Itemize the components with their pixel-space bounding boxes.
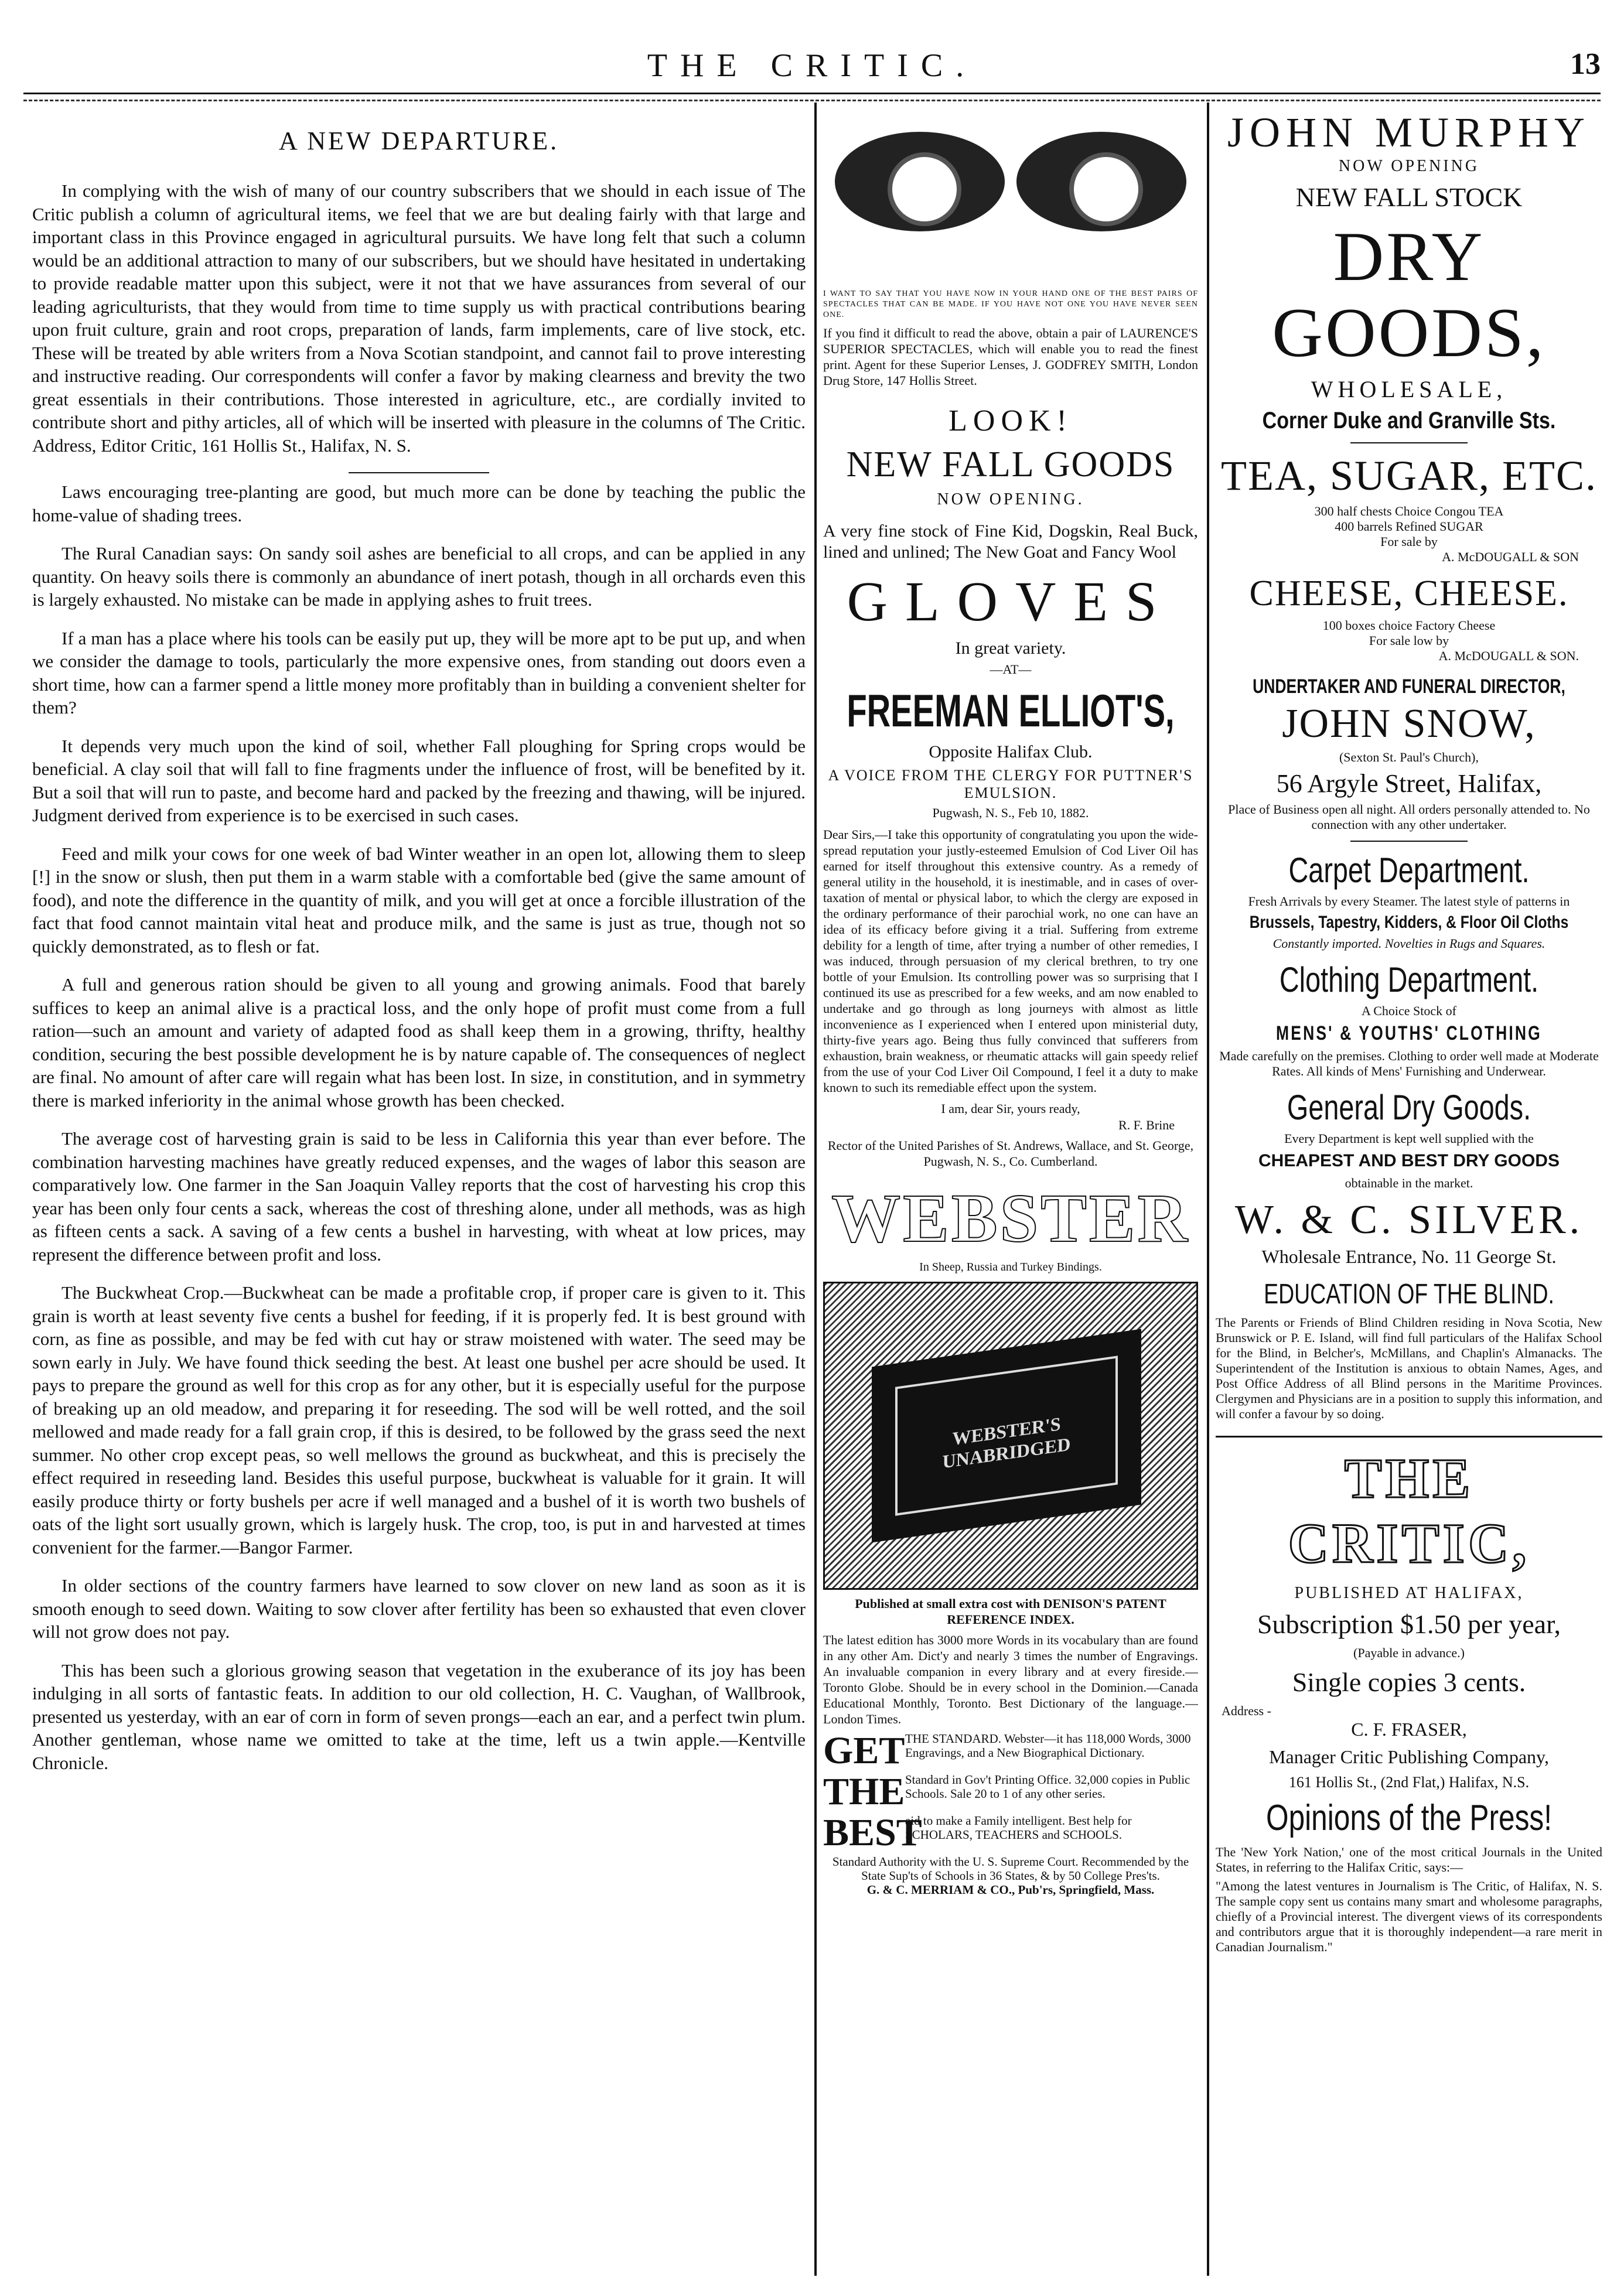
gloves-description: A very fine stock of Fine Kid, Dogskin, Real Buck, lined and unlined; The New Goat and Fancy Wool: [823, 521, 1198, 562]
article-paragraph: If a man has a place where his tools can be easily put up, they will be more apt to be put up, and when we consider the damage to tools, particularly the more expensive ones, from standing out doors even a short time, how can a farmer spend a little money more profitably than in building a convenient shelter for them?: [32, 627, 806, 718]
corner-address: Corner Duke and Granville Sts.: [1262, 408, 1556, 433]
best-word: BEST: [823, 1811, 922, 1854]
emulsion-ad-body: Dear Sirs,—I take this opportunity of congratulating you upon the wide-spread reputation your justly-esteemed Emulsion of Cod Liver Oil has earned for itself throughout this extensive country. As a remedy of general utility in the household, it is inestimable, and in cases of over-taxation of mental or physical labor, to which the clergy are exposed in the ordinary performance of their parochial work, no one can have an idea of its efficacy before giving it a trial. Suffering from extreme debility for a length of time, after trying a number of other remedies, I was induced, through persuasion of my clerical brethren, to try one bottle of your Emulsion. Its controlling power was so surprising that I continued its use as prescribed for a few weeks, and am now enabled to undertake and go through as long journeys with almost as little inconvenience as I experienced when I entered upon ministerial duty, thirty-five years ago. Being thus fully convinced that sufferers from exhaustion, brain weakness, or rheumatic attacks will gain speedy relief from the use of your Cod Liver Oil Compound, I feel it a duty to make known to such its remediable effect upon the system.: [823, 827, 1198, 1095]
page-number: 13: [1570, 47, 1601, 81]
john-murphy-heading: JOHN MURPHY: [1227, 109, 1591, 156]
get-word: GET: [823, 1729, 905, 1772]
column-divider-1: [814, 103, 817, 2276]
carpet-fresh-text: Fresh Arrivals by every Steamer. The latest style of patterns in: [1248, 894, 1570, 909]
get-text: THE STANDARD. Webster—it has 118,000 Words, 3000 Engravings, and a New Biographical Dictionary.: [905, 1732, 1191, 1760]
eye-illustration: [1016, 132, 1186, 231]
education-blind-heading: EDUCATION OF THE BLIND.: [1264, 1279, 1554, 1310]
new-fall-goods-heading: NEW FALL GOODS: [846, 445, 1175, 484]
opposite-label: Opposite Halifax Club.: [929, 742, 1093, 762]
undertaker-business-text: Place of Business open all night. All orders personally attended to. No connection with any other undertaker.: [1228, 802, 1590, 832]
published-label: PUBLISHED AT HALIFAX,: [1294, 1584, 1524, 1602]
every-department-text: Every Department is kept well supplied with the: [1284, 1131, 1534, 1146]
eye-label: Before: [903, 202, 937, 217]
obtainable-label: obtainable in the market.: [1345, 1176, 1473, 1190]
webster-ad-body: The latest edition has 3000 more Words in its vocabulary than are found in any other Am. Dict'y and nearly 3 times the number of Engravings. An invaluable companion in every library and at every fireside.—Toronto Globe. Should be in every school in the Dominion.—Canada Educational Monthly, Toronto. Best Dictionary of the language.—London Times.: [823, 1633, 1198, 1726]
dictionary-book: [872, 1329, 1141, 1543]
tea-signature: A. McDOUGALL & SON: [1442, 549, 1579, 564]
w-c-silver-heading: W. & C. SILVER.: [1234, 1197, 1584, 1242]
reference-index-line: Published at small extra cost with DENISON'S PATENT REFERENCE INDEX.: [855, 1596, 1166, 1627]
emulsion-ad-title: A VOICE FROM THE CLERGY FOR PUTTNER'S EMULSION.: [828, 767, 1193, 801]
gloves-heading: GLOVES: [847, 570, 1175, 633]
cheapest-best-label: CHEAPEST AND BEST DRY GOODS: [1258, 1151, 1560, 1170]
manager-title: Manager Critic Publishing Company,: [1269, 1746, 1549, 1767]
newspaper-title: THE CRITIC.: [647, 47, 977, 84]
header-rule-dashed: [23, 100, 1601, 101]
divider: [1350, 442, 1468, 443]
variety-label: In great variety.: [955, 639, 1066, 658]
cheese-line: 100 boxes choice Factory Cheese: [1322, 618, 1496, 633]
article-paragraph: The Buckwheat Crop.—Buckwheat can be made a profitable crop, if proper care is given to it. This grain is worth at least seventy five cents a bushel for feeding, if it is properly fed. It is best ground with corn, as fine as possible, and may be fed with cut hay or straw moistened with water. The seed may be sown early in July. We have found thick seeding the best. At least one bushel per acre should be used. It pays to prepare the ground as well for this crop as for any other, but it is especially useful for the purpose of breaking up an old meadow, and preparing it for reseeding. The sod will be well rotted, and the soil mellowed and made ready for a fall grain crop, if this is desired, to be followed by the grass seed the next summer. No other crop except peas, so well mellows the ground as buckwheat, and this is precisely the effect required in reseeding land. Besides this useful purpose, buckwheat is valuable for it grain. It will easily produce thirty or forty bushels per acre if well managed and a bushel of it is worth two bushels of oats of the light sort usually grown, which is largely husk. The crop, too, is put in and harvested at times convenient for the farmer.—Bangor Farmer.: [32, 1282, 806, 1558]
general-dry-goods-heading: General Dry Goods.: [1287, 1088, 1531, 1127]
address-label: Address -: [1222, 1703, 1271, 1718]
best-row: [823, 1811, 1198, 1854]
clothing-department-heading: Clothing Department.: [1279, 960, 1539, 999]
now-opening-label: NOW OPENING: [1338, 157, 1480, 175]
look-heading: LOOK!: [949, 404, 1073, 438]
emulsion-ad-close: I am, dear Sir, yours ready,: [941, 1101, 1080, 1116]
spectacles-ad-text: If you find it difficult to read the above, obtain a pair of LAURENCE'S SUPERIOR SPECTACLES, which will enable you to read the finest print. Agent for these Superior Lenses, J. GODFREY SMITH, London Drug Store, 147 Hollis Street.: [823, 326, 1198, 388]
the-row: [823, 1770, 1198, 1813]
the-word: THE: [823, 1770, 905, 1813]
choice-stock-label: A Choice Stock of: [1362, 1003, 1456, 1018]
article-paragraph: The average cost of harvesting grain is said to be less in California this year than ever before. The combination harvesting machines have greatly reduced expenses, and the wages of labor this season are comparatively low. One farmer in the San Joaquin Valley reports that the cost of harvesting his crop this year has been only four cents a sack, whereas the cost of threshing alone, under all methods, was as high as fifteen cents a sack. A saving of a few cents a bushel in harvesting, with wheat at low prices, may represent the difference between profit and loss.: [32, 1128, 806, 1265]
agriculture-column: [32, 108, 806, 2276]
tea-line: 300 half chests Choice Congou TEA: [1314, 504, 1504, 518]
the-critic-logo: THE CRITIC,: [1288, 1447, 1530, 1575]
at-label: —AT—: [990, 662, 1032, 677]
dictionary-cover-title: WEBSTER'S UNABRIDGED: [895, 1356, 1118, 1515]
opinions-intro: The 'New York Nation,' one of the most critical Journals in the United States, in referring to the Halifax Critic, says:—: [1216, 1845, 1602, 1875]
critic-address: 161 Hollis St., (2nd Flat,) Halifax, N.S.: [1288, 1774, 1530, 1791]
tea-sugar-heading: TEA, SUGAR, ETC.: [1221, 452, 1597, 499]
article-paragraph: Feed and milk your cows for one week of bad Winter weather in an open lot, allowing them to sleep [!] in the snow or slush, then put them in a warm stable with a comfortable bed (give the same amount of food), and note the difference in the quantity of milk, and you will get at once a forcible illustration of the fact that food cannot maintain vital heat and produce milk, and the same is just as true, though not so quickly demonstrated, as to flesh or fat.: [32, 843, 806, 957]
cheese-heading: CHEESE, CHEESE.: [1249, 573, 1569, 613]
fraser-name: C. F. FRASER,: [1351, 1719, 1467, 1740]
spectacles-ad-image: [823, 108, 1198, 284]
spectacles-fine-print: I WANT TO SAY THAT YOU HAVE NOW IN YOUR HAND ONE OF THE BEST PAIRS OF SPECTACLES THAT CAN BE MADE. IF YOU HAVE NOT ONE YOU HAVE NEVER SEEN ONE.: [823, 289, 1198, 319]
opinions-heading: Opinions of the Press!: [1266, 1798, 1552, 1838]
undertaker-heading: UNDERTAKER AND FUNERAL DIRECTOR,: [1253, 675, 1565, 698]
article-paragraph: The Rural Canadian says: On sandy soil ashes are beneficial to all crops, and can be applied in any quantity. On heavy soils there is commonly an abundance of inert potash, though in all orchards even this is largely exhausted. No mistake can be made in applying ashes to fruit trees.: [32, 543, 806, 610]
emulsion-ad-rector: Rector of the United Parishes of St. Andrews, Wallace, and St. George, Pugwash, N. S., Co. Cumberland.: [827, 1138, 1194, 1169]
clothing-made-text: Made carefully on the premises. Clothing to order well made at Moderate Rates. All kinds of Mens' Furnishing and Underwear.: [1219, 1049, 1599, 1078]
webster-bindings: In Sheep, Russia and Turkey Bindings.: [919, 1261, 1102, 1273]
merriam-publisher: G. & C. MERRIAM & CO., Pub'rs, Springfield, Mass.: [866, 1883, 1155, 1897]
subscription-price: Subscription $1.50 per year,: [1257, 1609, 1561, 1639]
new-fall-stock-heading: NEW FALL STOCK: [1295, 182, 1523, 212]
carpet-list: Brussels, Tapestry, Kidders, & Floor Oil Cloths: [1249, 913, 1569, 932]
advertisement-column-middle: [823, 108, 1198, 2276]
mens-youths-clothing: MENS' & YOUTHS' CLOTHING: [1276, 1022, 1542, 1044]
wholesale-label: WHOLESALE,: [1311, 376, 1507, 402]
article-paragraph: In older sections of the country farmers have learned to sow clover on new land as soon as it is smooth enough to seed down. Waiting to sow clover after fertility has been so exhausted that even clover will not grow does not pay.: [32, 1575, 806, 1642]
the-text: Standard in Gov't Printing Office. 32,000 copies in Public Schools. Sale 20 to 1 of any other series.: [905, 1773, 1190, 1801]
carpet-constantly-text: Constantly imported. Novelties in Rugs and Squares.: [1272, 936, 1545, 951]
emulsion-ad-signature: R. F. Brine: [1118, 1118, 1175, 1132]
single-copies-price: Single copies 3 cents.: [1292, 1667, 1526, 1697]
dictionary-illustration: [823, 1282, 1198, 1590]
opinions-quote: "Among the latest ventures in Journalism is The Critic, of Halifax, N. S. The sample copy sent us contains many smart and wholesome paragraphs, chiefly of a Provincial interest. The divergent views of its correspondents and contributors argue that it is thoroughly independent—a rare merit in Canadian Journalism.": [1216, 1879, 1602, 1954]
advertisement-column-right: [1216, 108, 1602, 2276]
divider: [1350, 841, 1468, 842]
divider: [1216, 1436, 1602, 1438]
article-paragraph: Laws encouraging tree-planting are good, but much more can be done by teaching the public the home-value of shading trees.: [32, 482, 806, 525]
cheese-signature: A. McDOUGALL & SON.: [1438, 648, 1579, 663]
best-text: aid to make a Family intelligent. Best help for SCHOLARS, TEACHERS and SCHOOLS.: [905, 1814, 1132, 1842]
tea-line: 400 barrels Refined SUGAR: [1335, 519, 1483, 534]
wholesale-entrance: Wholesale Entrance, No. 11 George St.: [1261, 1246, 1557, 1267]
webster-heading: WEBSTER: [831, 1180, 1190, 1257]
now-opening-label: NOW OPENING.: [937, 490, 1084, 508]
get-row: [823, 1729, 1198, 1772]
eye-illustration: [835, 132, 1005, 231]
article-paragraph: It depends very much upon the kind of soil, whether Fall ploughing for Spring crops would be beneficial. A clay soil that will fall to fine fragments under the influence of frost, will be benefited by it. But a soil that will run to paste, and become hard and packed by the freezing and thawing, will be injured. Judgment derived from experience is to be exercised in such cases.: [32, 735, 806, 825]
article-paragraph: This has been such a glorious growing season that vegetation in the exuberance of its joy has been indulging in all sorts of fantastic feats. In addition to our old collection, H. C. Vaughan, of Wallbrook, presented us yesterday, with an ear of corn in form of seven prongs—each an ear, and a perfect twin plum. Another gentleman, whose name we omitted to take at the time, left us a twin apple.—Kentville Chronicle.: [32, 1660, 806, 1773]
column-divider-2: [1207, 103, 1209, 2276]
divider: [349, 472, 489, 473]
argyle-address: 56 Argyle Street, Halifax,: [1276, 769, 1542, 798]
article-paragraph: A full and generous ration should be given to all young and growing animals. Food that barely suffices to keep an animal alive is a practical loss, and the only hope of profit must come from a full ration—such an amount and variety of adapted food as shall keep them in a growing, thrifty, healthy condition, securing the best possible development he is by nature capable of. The consequences of neglect are final. No amount of after care will regain what has been lost. In size, in constitution, and in symmetry there is marked inferiority in the animal whose growth has been checked.: [32, 974, 806, 1111]
carpet-department-heading: Carpet Department.: [1288, 851, 1530, 890]
standard-authority-text: Standard Authority with the U. S. Supreme Court. Recommended by the State Sup'ts of Schools in 36 States, & by 50 College Pres'ts.: [832, 1855, 1189, 1883]
sexton-label: (Sexton St. Paul's Church),: [1339, 750, 1479, 764]
dry-goods-heading: DRY GOODS,: [1272, 217, 1546, 371]
page-header: [23, 0, 1601, 88]
emulsion-ad-place: Pugwash, N. S., Feb 10, 1882.: [932, 805, 1089, 820]
cheese-line: For sale low by: [1369, 633, 1449, 648]
john-snow-heading: JOHN SNOW,: [1282, 701, 1536, 746]
article-title: A NEW DEPARTURE.: [278, 127, 559, 155]
education-blind-text: The Parents or Friends of Blind Children residing in Nova Scotia, New Brunswick or P. E. Island, will find full particulars of the Halifax School for the Blind, in Belcher's, McMillans, and Chaplin's Almanacks. The Superintendent of the Institution is anxious to obtain Names, Ages, and Post Office Address of all Blind persons in the Maritime Provinces. Clergymen and Physicians are in a position to supply this information, and will confer a favour by so doing.: [1216, 1315, 1602, 1421]
tea-line: For sale by: [1380, 534, 1438, 549]
eye-label: After: [1089, 202, 1114, 217]
header-rule: [23, 93, 1601, 94]
freeman-elliots-heading: FREEMAN ELLIOT'S,: [847, 685, 1175, 736]
payable-label: (Payable in advance.): [1353, 1645, 1465, 1660]
article-paragraph: In complying with the wish of many of our country subscribers that we should in each issue of The Critic publish a column of agricultural items, we feel that we are but dealing fairly with that large and important class in this Province engaged in agricultural pursuits. We have long felt that such a column would be an additional attraction to many of our subscribers, but we should have hesitated in undertaking to provide readable matter upon this subject, were it not that we have assurances from several of our leading agriculturists, that they would from time to time supply us with practical contributions bearing upon fruit culture, grain and root crops, preparation of lands, farm implements, care of live stock, etc. These will be treated by able writers from a Nova Scotian standpoint, and cannot fail to prove interesting and instructive reading. Our correspondents will confer a favor by making clearness and brevity the two great essentials in their contributions. Those interested in agriculture, etc., are cordially invited to contribute short and pithy articles, all of which will be inserted with pleasure in the columns of The Critic. Address, Editor Critic, 161 Hollis St., Halifax, N. S.: [32, 180, 806, 456]
